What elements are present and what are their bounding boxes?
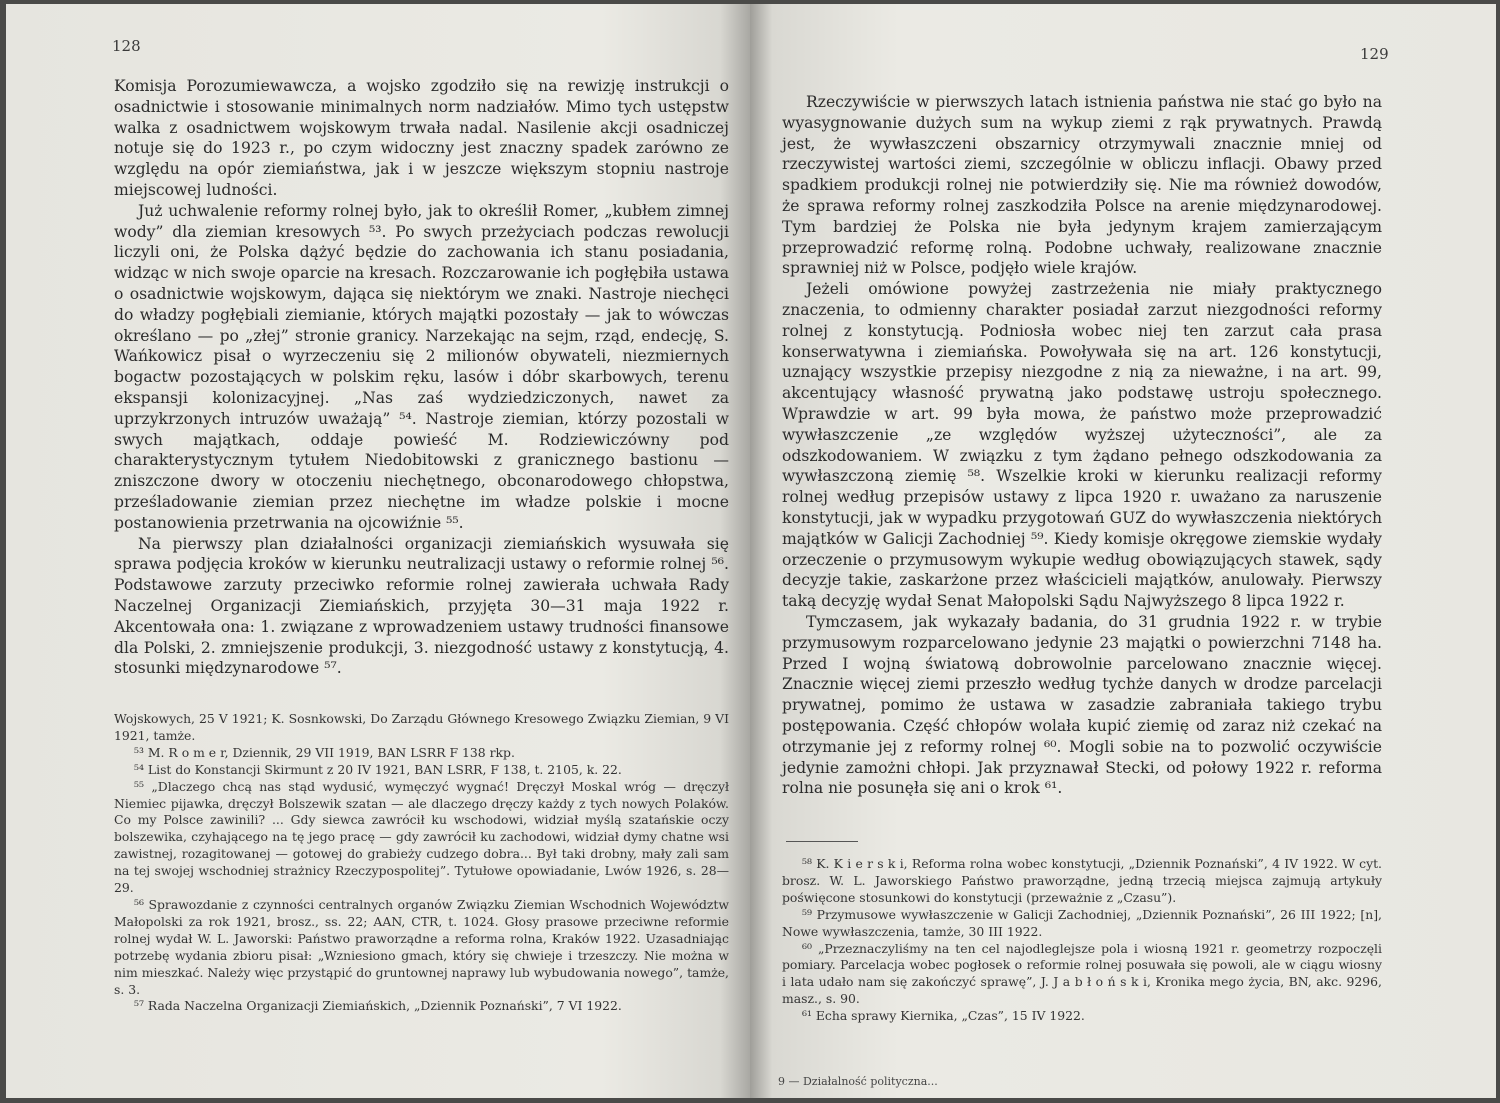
left-page xyxy=(6,4,750,1098)
footnote-separator xyxy=(786,841,858,842)
page-number: 129 xyxy=(1360,45,1389,63)
footnote: ⁶⁰ „Przeznaczyliśmy na ten cel najodleglejsze pola i wiosną 1921 r. geometrzy rozpoczęli pomiary. Parcelacja wobec pogłosek o reformie rolnej posuwała się powoli, ale w ciągu wiosny i lata udało nam się zakończyć sprawę”, J. J a b ł o ń s k i, Kronika mego życia, BN, akc. 9296, masz., s. 90. xyxy=(782,940,1382,1007)
book-spread xyxy=(6,4,1496,1098)
footnotes xyxy=(114,711,729,1015)
footnote: ⁵³ M. R o m e r, Dziennik, 29 VII 1919, BAN LSRR F 138 rkp. xyxy=(134,744,515,760)
right-page xyxy=(750,4,1496,1098)
footnotes xyxy=(782,856,1382,1025)
footnote: ⁵⁵ „Dlaczego chcą nas stąd wydusić, wymęczyć wygnać! Dręczył Moskal wróg — dręczył Niemiec pijawka, dręczył Bolszewik szatan — ale dlaczego dręczy każdy z tych nowych Polaków. Co my Polsce zawinili? ... Gdy siewca zawrócił ku wschodowi, widział myślą szatańskie oczy bolszewika, czyhającego na tę jego pracę — gdy zawrócił ku zachodowi, widział dymy chatne wsi zawistnej, rozagitowanej — gotowej do grabieży cudzego dobra... Był taki drobny, mały zali sam na tej swojej wschodniej strażnicy Rzeczypospolitej”. Tytułowe opowiadanie, Lwów 1926, s. 28—29. xyxy=(114,778,729,896)
paragraph: Jeżeli omówione powyżej zastrzeżenia nie miały praktycznego znaczenia, to odmienny charakter posiadał zarzut niezgodności reformy rolnej z konstytucją. Podniosła wobec niej ten zarzut cała prasa konserwatywna i ziemiańska. Powoływała się na art. 126 konstytucji, uznający wszystkie przepisy niezgodne z nią za nieważne, i na art. 99, akcentujący własność prywatną jako podstawę ustroju społecznego. Wprawdzie w art. 99 była mowa, że państwo może przeprowadzić wywłaszczenie „ze względów wyższej użyteczności”, ale za odszkodowaniem. W związku z tym żądano pełnego odszkodowania za wywłaszczoną ziemię ⁵⁸. Wszelkie kroki w kierunku realizacji reformy rolnej według przepisów ustawy z lipca 1920 r. uważano za naruszenie konstytucji, jak w wypadku przygotowań GUZ do wywłaszczenia niektórych majątków w Galicji Zachodniej ⁵⁹. Kiedy komisje okręgowe ziemskie wydały orzeczenie o przymusowym wykupie według obowiązujących stawek, sądy decyzje takie, zaskarżone przez właścicieli majątków, anulowały. Pierwszy taką decyzję wydał Senat Małopolski Sądu Najwyższego 8 lipca 1922 r. xyxy=(782,280,1382,611)
paragraph: Tymczasem, jak wykazały badania, do 31 grudnia 1922 r. w trybie przymusowym rozparcelowano jedynie 23 majątki o powierzchni 7148 ha. Przed I wojną światową dobrowolnie parcelowano znacznie więcej. Znacznie więcej ziemi przeszło według tychże danych w drodze parcelacji prywatnej, pomimo że ustawa w zasadzie zabraniała takiego trybu postępowania. Część chłopów wolała kupić ziemię od zaraz niż czekać na otrzymanie jej z reformy rolnej ⁶⁰. Mogli sobie na to pozwolić oczywiście jedynie zamożni chłopi. Jak przyznawał Stecki, od połowy 1922 r. reforma rolna nie posunęła się ani o krok ⁶¹. xyxy=(782,612,1382,798)
paragraph: Komisja Porozumiewawcza, a wojsko zgodziło się na rewizję instrukcji o osadnictwie i stosowanie minimalnych norm nadziałów. Mimo tych ustępstw walka z osadnictwem wojskowym trwała nadal. Nasilenie akcji osadniczej notuje się do 1923 r., po czym widoczny jest znaczny spadek zarówno ze względu na opór ziemiaństwa, jak i w jeszcze większym stopniu nastroje miejscowej ludności. xyxy=(114,77,729,199)
page-number: 128 xyxy=(112,37,141,55)
signature-mark: 9 — Działalność polityczna... xyxy=(778,1075,938,1088)
paragraph: Rzeczywiście w pierwszych latach istnienia państwa nie stać go było na wyasygnowanie dużych sum na wykup ziemi z rąk prywatnych. Prawdą jest, że wywłaszczeni obszarnicy otrzymywali znacznie mniej od rzeczywistej wartości ziemi, szczególnie w obliczu inflacji. Obawy przed spadkiem produkcji rolnej nie potwierdziły się. Nie ma również dowodów, że sprawa reformy rolnej zaszkodziła Polsce na arenie międzynarodowej. Tym bardziej że Polska nie była jedynym krajem zamierzającym przeprowadzić reformę rolną. Podobne uchwały, realizowane znacznie sprawniej niż w Polsce, podjęło wiele krajów. xyxy=(782,93,1382,278)
footnote: ⁵⁹ Przymusowe wywłaszczenie w Galicji Zachodniej, „Dziennik Poznański”, 26 III 1922; [n], Nowe wywłaszczenia, tamże, 30 III 1922. xyxy=(782,906,1382,939)
body-text xyxy=(782,92,1382,799)
body-text xyxy=(114,76,729,679)
paragraph: Na pierwszy plan działalności organizacji ziemiańskich wysuwała się sprawa podjęcia kroków w kierunku neutralizacji ustawy o reformie rolnej ⁵⁶. Podstawowe zarzuty przeciwko reformie rolnej zawierała uchwała Rady Naczelnej Organizacji Ziemiańskich, przyjęta 30—31 maja 1922 r. Akcentowała ona: 1. związane z wprowadzeniem ustawy trudności finansowe dla Polski, 2. zmniejszenie produkcji, 3. niezgodność ustawy z konstytucją, 4. stosunki międzynarodowe ⁵⁷. xyxy=(114,534,729,678)
paragraph: Już uchwalenie reformy rolnej było, jak to określił Romer, „kubłem zimnej wody” dla ziemian kresowych ⁵³. Po swych przeżyciach podczas rewolucji liczyli oni, że Polska dążyć będzie do zachowania ich stanu posiadania, widząc w nich swoje oparcie na kresach. Rozczarowanie ich pogłębiła ustawa o osadnictwie wojskowym, dająca się niektórym we znaki. Nastroje niechęci do władzy pogłębiali ziemianie, których majątki pozostały — jak to wówczas określano — po „złej” stronie granicy. Narzekając na sejm, rząd, endecję, S. Wańkowicz pisał o wyrzeczeniu się 2 milionów obywateli, niezmiernych bogactw pozostających w polskim ręku, lasów i dóbr skarbowych, terenu ekspansji kolonizacyjnej. „Nas zaś wydziedziczonych, nawet za uprzykrzonych intruzów uważają” ⁵⁴. Nastroje ziemian, którzy pozostali w swych majątkach, oddaje powieść M. Rodziewiczówny pod charakterystycznym tytułem Niedobitowski z granicznego bastionu — zniszczone dwory w otoczeniu niechętnego, obconarodowego chłopstwa, prześladowanie ziemian przez niechętne im władze polskie i mocne postanowienia przetrwania na ojcowiźnie ⁵⁵. xyxy=(114,201,729,532)
footnote: ⁵⁸ K. K i e r s k i, Reforma rolna wobec konstytucji, „Dziennik Poznański”, 4 IV 1922. W cyt. brosz. W. L. Jaworskiego Państwo praworządne, jedną trzecią miejsca zajmują artykuły poświęcone stosunkowi do konstytucji (przeważnie z „Czasu”). xyxy=(782,856,1382,905)
footnote: ⁵⁶ Sprawozdanie z czynności centralnych organów Związku Ziemian Wschodnich Województw Małopolski za rok 1921, brosz., ss. 22; AAN, CTR, t. 1024. Głosy prasowe przeciwne reformie rolnej wydał W. L. Jaworski: Państwo praworządne a reforma rolna, Kraków 1922. Uzasadniając potrzebę wydania zbioru pisał: „Wzniesiono gmach, który się chwieje i trzeszczy. Nie można w nim mieszkać. Należy więc przystąpić do gruntownej naprawy lub wybudowania nowego”, tamże, s. 3. xyxy=(114,896,729,997)
footnote: ⁵⁴ List do Konstancji Skirmunt z 20 IV 1921, BAN LSRR, F 138, t. 2105, k. 22. xyxy=(134,761,622,777)
footnote: ⁶¹ Echa sprawy Kiernika, „Czas”, 15 IV 1922. xyxy=(802,1008,1085,1024)
footnote: Wojskowych, 25 V 1921; K. Sosnkowski, Do Zarządu Głównego Kresowego Związku Ziemian, 9 VI 1921, tamże. xyxy=(114,711,729,743)
footnote: ⁵⁷ Rada Naczelna Organizacji Ziemiańskich, „Dziennik Poznański”, 7 VI 1922. xyxy=(134,998,622,1014)
